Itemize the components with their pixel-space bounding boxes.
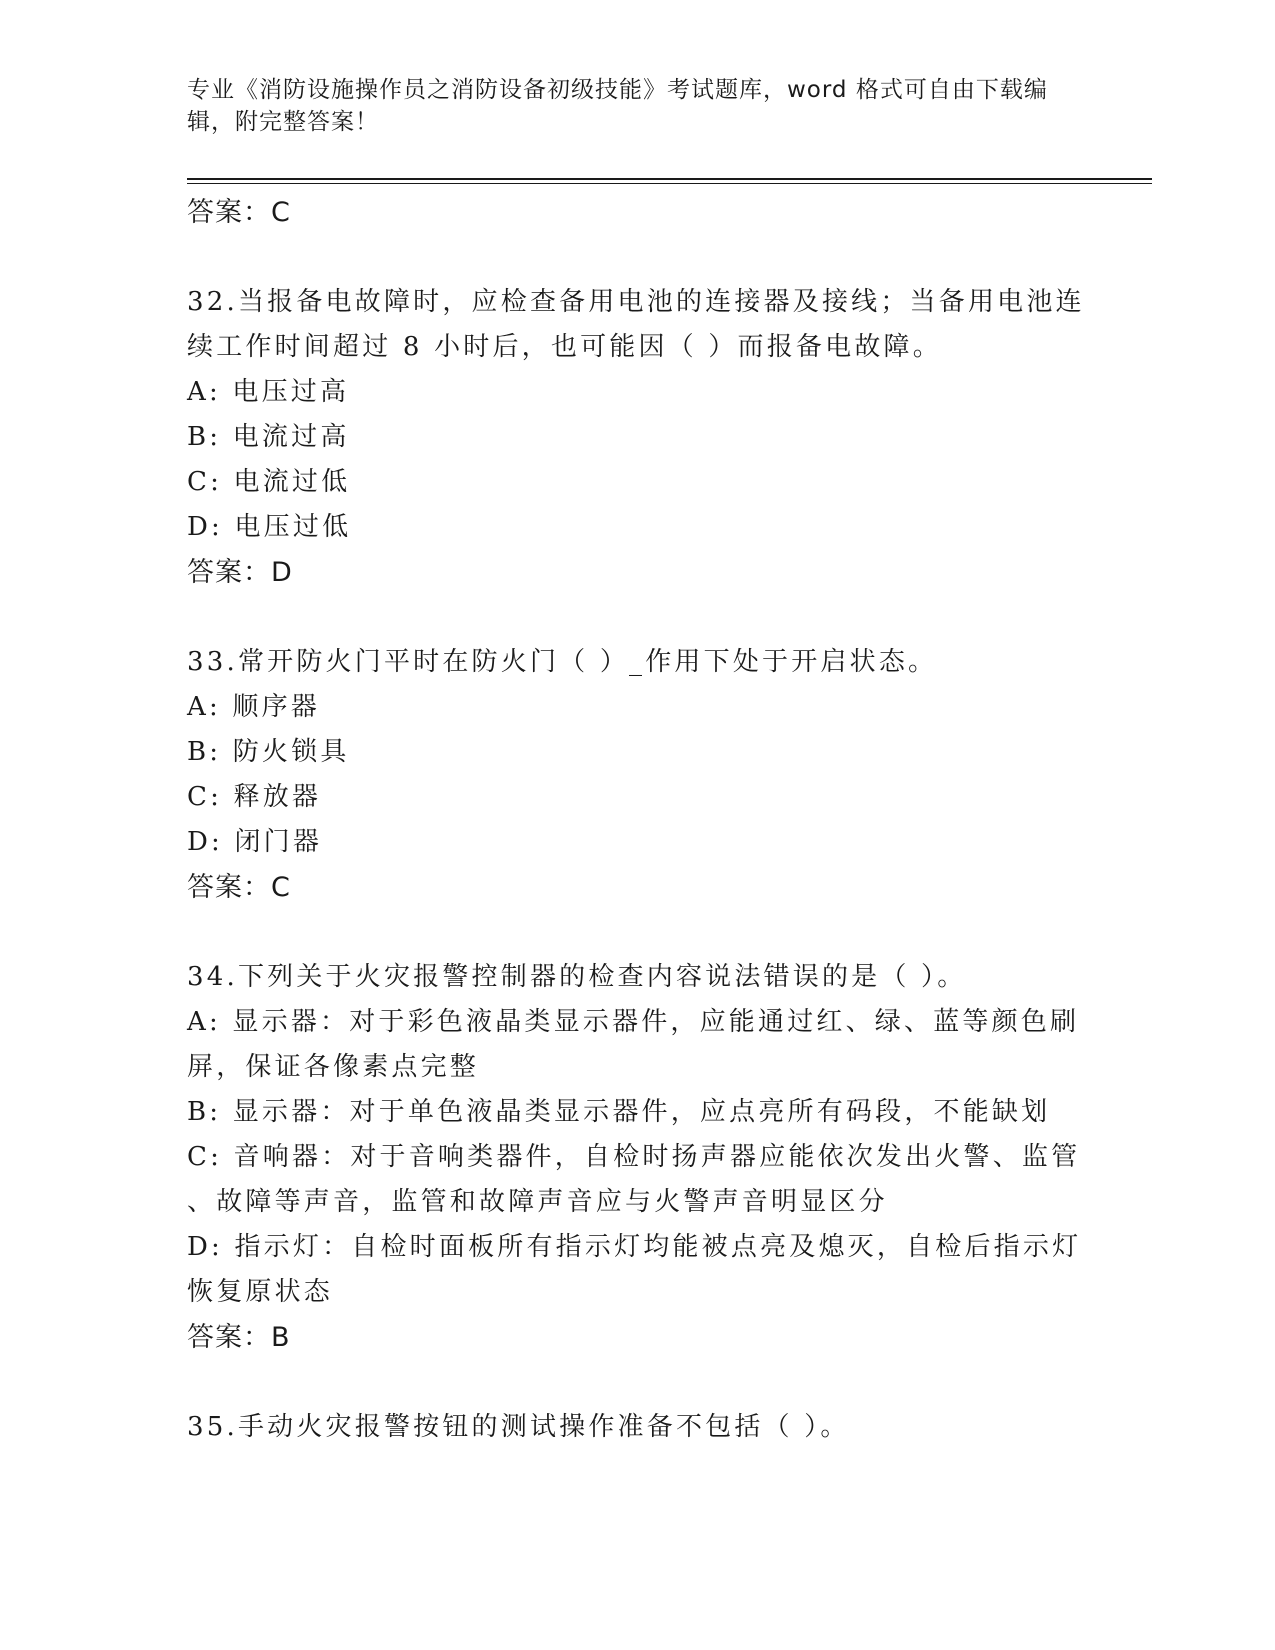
question-32-option-b: B: 电流过高	[187, 422, 350, 452]
question-32-option-a: A: 电压过高	[187, 377, 350, 407]
question-32-option-d: D: 电压过低	[187, 512, 352, 542]
question-34	[187, 955, 1087, 1360]
question-33-option-b: B: 防火锁具	[187, 737, 350, 767]
question-32-answer: 答案：D	[187, 557, 293, 588]
spacer	[187, 910, 1087, 955]
header-divider-thick	[187, 178, 1152, 180]
question-32-text-1: 32.当报备电故障时，应检查备用电池的连接器及接线；当备用电池连	[187, 287, 1085, 317]
question-33-option-d: D: 闭门器	[187, 827, 323, 857]
question-32-option-c: C: 电流过低	[187, 467, 351, 497]
header-line-1: 专业《消防设施操作员之消防设备初级技能》考试题库，word 格式可自由下载编	[187, 77, 1048, 103]
question-34-option-a-2: 屏，保证各像素点完整	[187, 1052, 480, 1082]
question-35-text-1: 35.手动火灾报警按钮的测试操作准备不包括（ ）。	[187, 1412, 850, 1442]
header-line-2: 辑，附完整答案！	[187, 109, 379, 135]
question-34-text-1: 34.下列关于火灾报警控制器的检查内容说法错误的是（ ）。	[187, 962, 967, 992]
spacer	[187, 595, 1087, 640]
question-34-option-b-1: B: 显示器：对于单色液晶类显示器件，应点亮所有码段，不能缺划	[187, 1097, 1051, 1127]
question-33-option-c: C: 释放器	[187, 782, 322, 812]
question-34-option-d-2: 恢复原状态	[187, 1277, 334, 1307]
question-34-option-c-1: C: 音响器：对于音响类器件，自检时扬声器应能依次发出火警、监管	[187, 1142, 1081, 1172]
question-34-answer: 答案：B	[187, 1322, 291, 1353]
question-content	[187, 190, 1087, 1450]
question-32	[187, 280, 1087, 595]
question-33-option-a: A: 顺序器	[187, 692, 321, 722]
page-header	[187, 74, 1067, 138]
question-34-option-d-1: D: 指示灯：自检时面板所有指示灯均能被点亮及熄灭，自检后指示灯	[187, 1232, 1082, 1262]
question-34-option-a-1: A: 显示器：对于彩色液晶类显示器件，应能通过红、绿、蓝等颜色刷	[187, 1007, 1080, 1037]
spacer	[187, 235, 1087, 280]
question-32-text-2: 续工作时间超过 8 小时后，也可能因（ ）而报备电故障。	[187, 332, 942, 362]
spacer	[187, 1360, 1087, 1405]
question-33-answer: 答案：C	[187, 872, 291, 903]
header-divider-thin	[187, 183, 1152, 184]
question-33	[187, 640, 1087, 910]
question-35	[187, 1405, 1087, 1450]
question-34-option-c-2: 、故障等声音，监管和故障声音应与火警声音明显区分	[187, 1187, 888, 1217]
prev-answer: 答案：C	[187, 197, 291, 228]
question-33-text-1: 33.常开防火门平时在防火门（ ）_作用下处于开启状态。	[187, 647, 938, 677]
